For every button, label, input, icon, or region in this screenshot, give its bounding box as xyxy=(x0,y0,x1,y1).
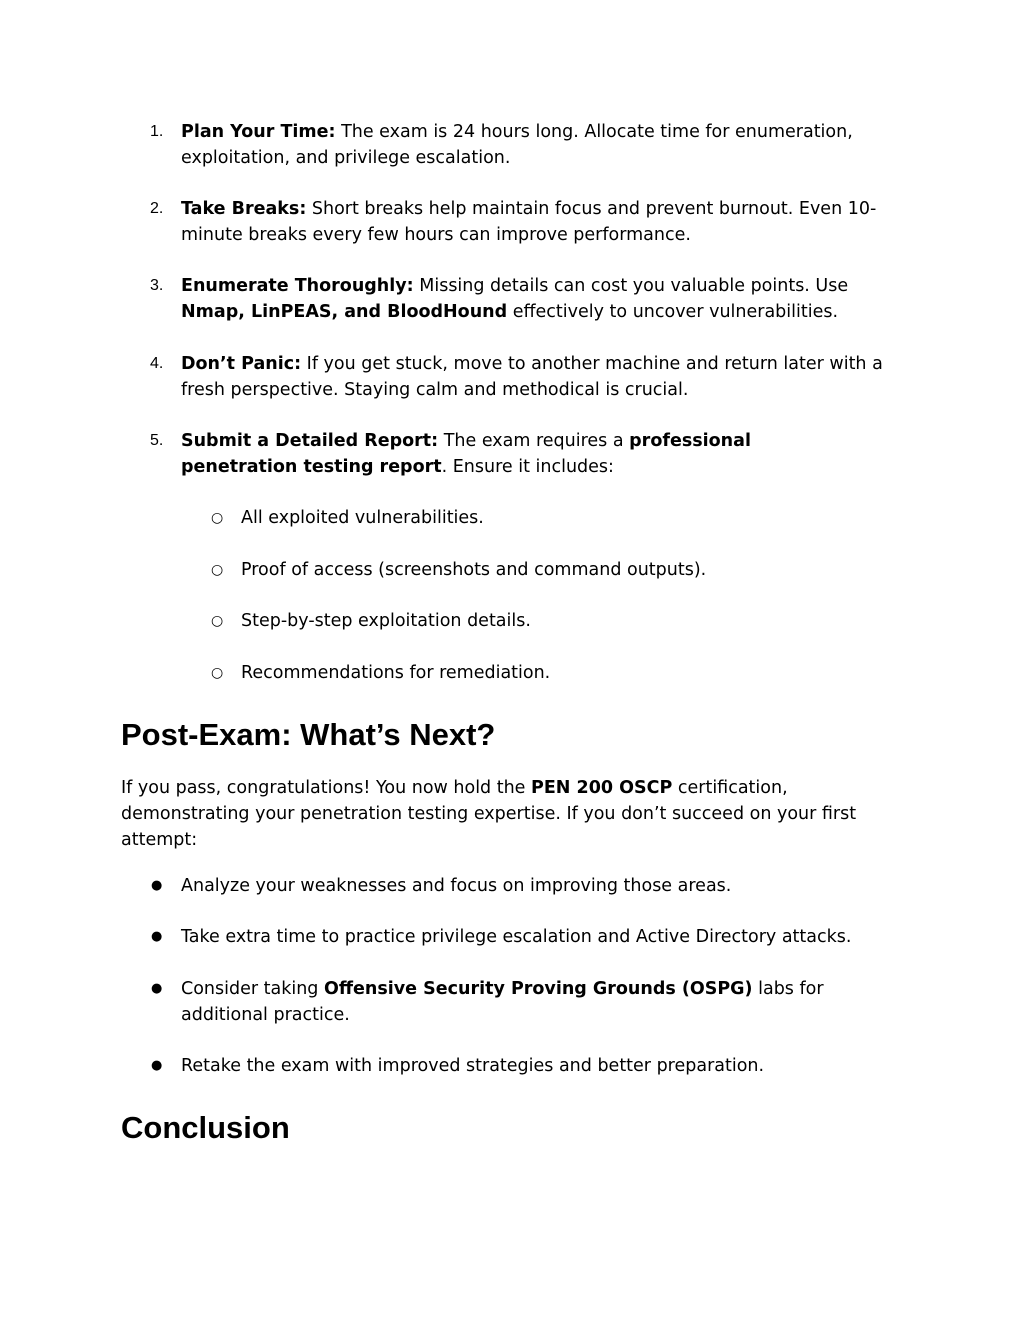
list-number: 3. xyxy=(150,277,164,294)
list-item-title: Plan Your Time: xyxy=(181,122,336,142)
bullet-text-part: Consider taking xyxy=(181,979,324,999)
list-item-body: Short breaks help maintain focus and prevent burnout. Even 10-minute breaks every few hours can improve performance. xyxy=(181,199,877,245)
list-item-text xyxy=(181,196,911,248)
list-item-text xyxy=(181,351,911,403)
report-emphasis: professional penetration testing report xyxy=(181,431,751,477)
bullet-icon: ● xyxy=(151,878,163,893)
list-item-text xyxy=(181,119,911,171)
list-item-body: The exam requires a xyxy=(438,431,630,451)
list-item-body-end: . Ensure it includes: xyxy=(441,457,614,477)
sub-list-text: Recommendations for remediation. xyxy=(241,663,551,683)
list-number: 2. xyxy=(150,200,164,217)
section-heading-post-exam: Post-Exam: What’s Next? xyxy=(121,717,496,752)
paragraph-part: If you pass, congratulations! You now hold the xyxy=(121,778,532,798)
bullet-text: Retake the exam with improved strategies and better preparation. xyxy=(181,1056,765,1076)
list-item-title: Submit a Detailed Report: xyxy=(181,431,439,451)
bullet-text: Analyze your weaknesses and focus on improving those areas. xyxy=(181,876,732,896)
bullet-text xyxy=(181,976,911,1028)
list-number: 4. xyxy=(150,355,164,372)
circle-bullet-icon: ○ xyxy=(211,665,224,681)
list-item-body: The exam is 24 hours long. Allocate time for enumeration, exploitation, and privilege escalation. xyxy=(181,122,853,168)
section-heading-conclusion: Conclusion xyxy=(121,1110,290,1145)
list-item-title: Enumerate Thoroughly: xyxy=(181,276,414,296)
list-item-text xyxy=(181,428,791,480)
sub-list-text: All exploited vulnerabilities. xyxy=(241,508,484,528)
bullet-text-part: labs for additional practice. xyxy=(181,979,824,1025)
circle-bullet-icon: ○ xyxy=(211,510,224,526)
list-item-body-end: effectively to uncover vulnerabilities. xyxy=(507,302,839,322)
bullet-text: Take extra time to practice privilege escalation and Active Directory attacks. xyxy=(181,927,852,947)
list-number: 5. xyxy=(150,432,164,449)
list-item-title: Take Breaks: xyxy=(181,199,307,219)
paragraph-text xyxy=(121,775,911,853)
paragraph-part: certification, demonstrating your penetration testing expertise. If you don’t succeed on your first attempt: xyxy=(121,778,857,850)
list-item-body: If you get stuck, move to another machine and return later with a fresh perspective. Staying calm and methodical is crucial. xyxy=(181,354,883,400)
ospg-emphasis: Offensive Security Proving Grounds (OSPG) xyxy=(323,979,753,999)
circle-bullet-icon: ○ xyxy=(211,613,224,629)
list-item-title: Don’t Panic: xyxy=(181,354,302,374)
sub-list-text: Step-by-step exploitation details. xyxy=(241,611,531,631)
list-item-text xyxy=(181,273,911,325)
certification-name: PEN 200 OSCP xyxy=(531,778,673,798)
tools-emphasis: Nmap, LinPEAS, and BloodHound xyxy=(181,302,508,322)
bullet-icon: ● xyxy=(151,981,163,996)
sub-list-text: Proof of access (screenshots and command outputs). xyxy=(241,560,707,580)
bullet-icon: ● xyxy=(151,1058,163,1073)
bullet-icon: ● xyxy=(151,929,163,944)
circle-bullet-icon: ○ xyxy=(211,562,224,578)
list-item-body: Missing details can cost you valuable points. Use xyxy=(413,276,849,296)
list-number: 1. xyxy=(150,123,164,140)
